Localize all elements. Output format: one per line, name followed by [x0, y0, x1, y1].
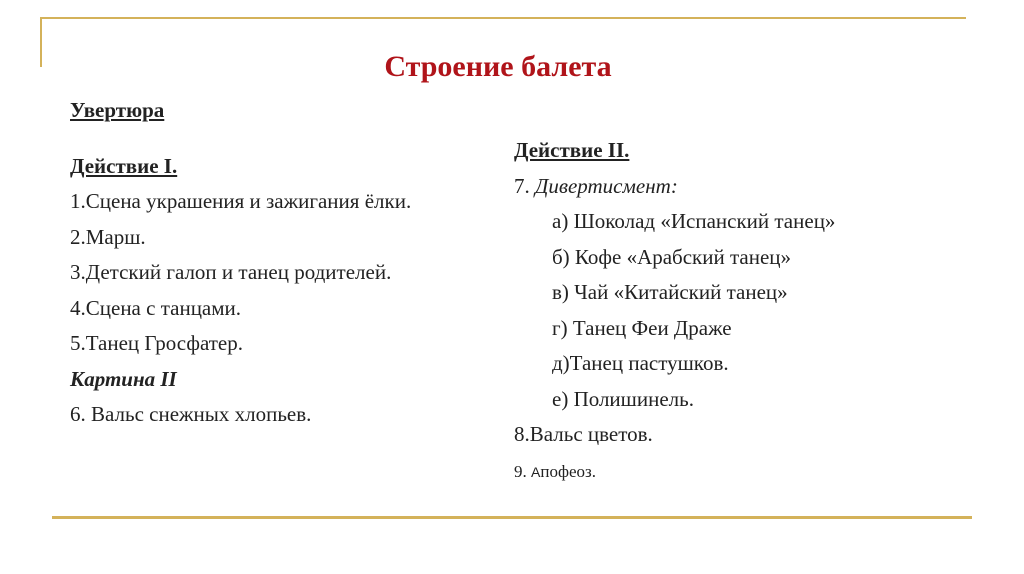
left-column	[70, 93, 411, 433]
overture-heading: Увертюра	[70, 98, 165, 122]
sub-item: б) Кофе «Арабский танец»	[552, 244, 792, 269]
list-item: 6. Вальс снежных хлопьев.	[70, 402, 312, 426]
slide-title: Строение балета	[384, 50, 612, 83]
sub-item: а) Шоколад «Испанский танец»	[552, 209, 836, 233]
item9-rest: пофеоз.	[540, 461, 596, 481]
list-item-apotheosis	[514, 453, 835, 491]
frame-top-line	[40, 17, 966, 19]
item7-number: 7.	[514, 173, 535, 198]
frame-bottom-line	[52, 516, 972, 519]
list-item: 4.Сцена с танцами.	[70, 295, 242, 320]
item9-initial: А	[531, 463, 541, 480]
list-item-divertissement	[514, 169, 835, 205]
list-item: 8.Вальс цветов.	[514, 422, 653, 446]
list-item: 1.Сцена украшения и зажигания ёлки.	[70, 189, 412, 213]
act1-heading: Действие I.	[70, 153, 178, 178]
item9-prefix: 9.	[514, 461, 531, 481]
sub-item: г) Танец Феи Драже	[552, 315, 732, 340]
sub-item: д)Танец пастушков.	[552, 351, 729, 375]
item7-label: Дивертисмент:	[535, 173, 678, 198]
sub-item: е) Полишинель.	[552, 386, 694, 411]
list-item: 2.Марш.	[70, 224, 146, 249]
sub-item: в) Чай «Китайский танец»	[552, 280, 788, 304]
list-item: 5.Танец Гросфатер.	[70, 331, 243, 355]
right-column	[514, 133, 835, 490]
scene2-heading: Картина II	[70, 366, 177, 391]
list-item: 3.Детский галоп и танец родителей.	[70, 260, 392, 284]
act2-heading: Действие II.	[514, 138, 630, 162]
